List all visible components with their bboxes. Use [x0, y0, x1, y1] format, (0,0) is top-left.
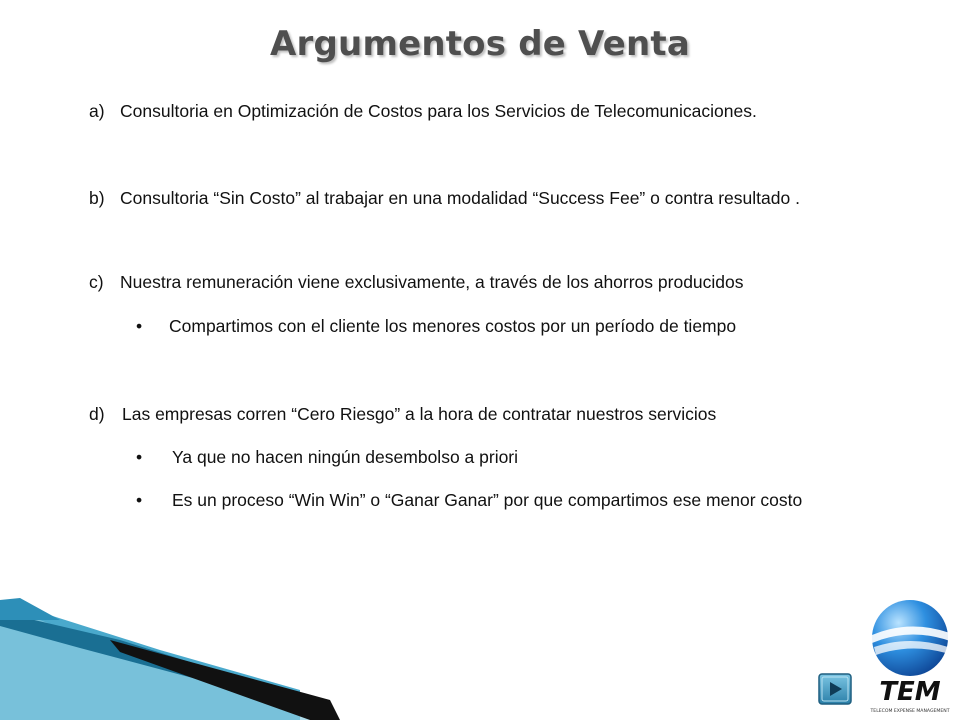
- bullet-dot-3: •: [136, 490, 143, 510]
- bullet-text-1: Compartimos con el cliente los menores costos por un período de tiempo: [169, 316, 737, 336]
- list-item-c: [89, 272, 744, 293]
- tem-globe-icon: [864, 595, 958, 720]
- list-text-b: Consultoria “Sin Costo” al trabajar en una modalidad “Success Fee” o contra resultado .: [120, 188, 800, 208]
- list-marker-d: d): [89, 404, 105, 424]
- bullet-item-2: [136, 447, 519, 468]
- list-text-a: Consultoria en Optimización de Costos para los Servicios de Telecomunicaciones.: [120, 101, 757, 121]
- bullet-dot-2: •: [136, 447, 143, 467]
- list-text-d: Las empresas corren “Cero Riesgo” a la hora de contratar nuestros servicios: [122, 404, 717, 424]
- bullet-dot-1: •: [136, 316, 143, 336]
- list-marker-b: b): [89, 188, 105, 208]
- bullet-text-2: Ya que no hacen ningún desembolso a priori: [172, 447, 519, 467]
- list-item-a: [89, 101, 757, 122]
- list-item-d: [89, 404, 717, 425]
- bullet-text-3: Es un proceso “Win Win” o “Ganar Ganar” por que compartimos ese menor costo: [172, 490, 803, 510]
- tem-logo: [864, 595, 958, 720]
- tem-tagline: TELECOM EXPENSE MANAGEMENT: [870, 709, 950, 714]
- list-text-c: Nuestra remuneración viene exclusivamente, a través de los ahorros producidos: [120, 272, 744, 292]
- slide-title: Argumentos de Venta: [270, 24, 690, 64]
- tem-wordmark: TEM: [879, 677, 941, 707]
- list-marker-a: a): [89, 101, 105, 121]
- bullet-item-3: [136, 490, 803, 511]
- list-marker-c: c): [89, 272, 104, 292]
- bullet-item-1: [136, 316, 737, 337]
- next-slide-button[interactable]: [818, 673, 852, 705]
- list-item-b: [89, 188, 800, 209]
